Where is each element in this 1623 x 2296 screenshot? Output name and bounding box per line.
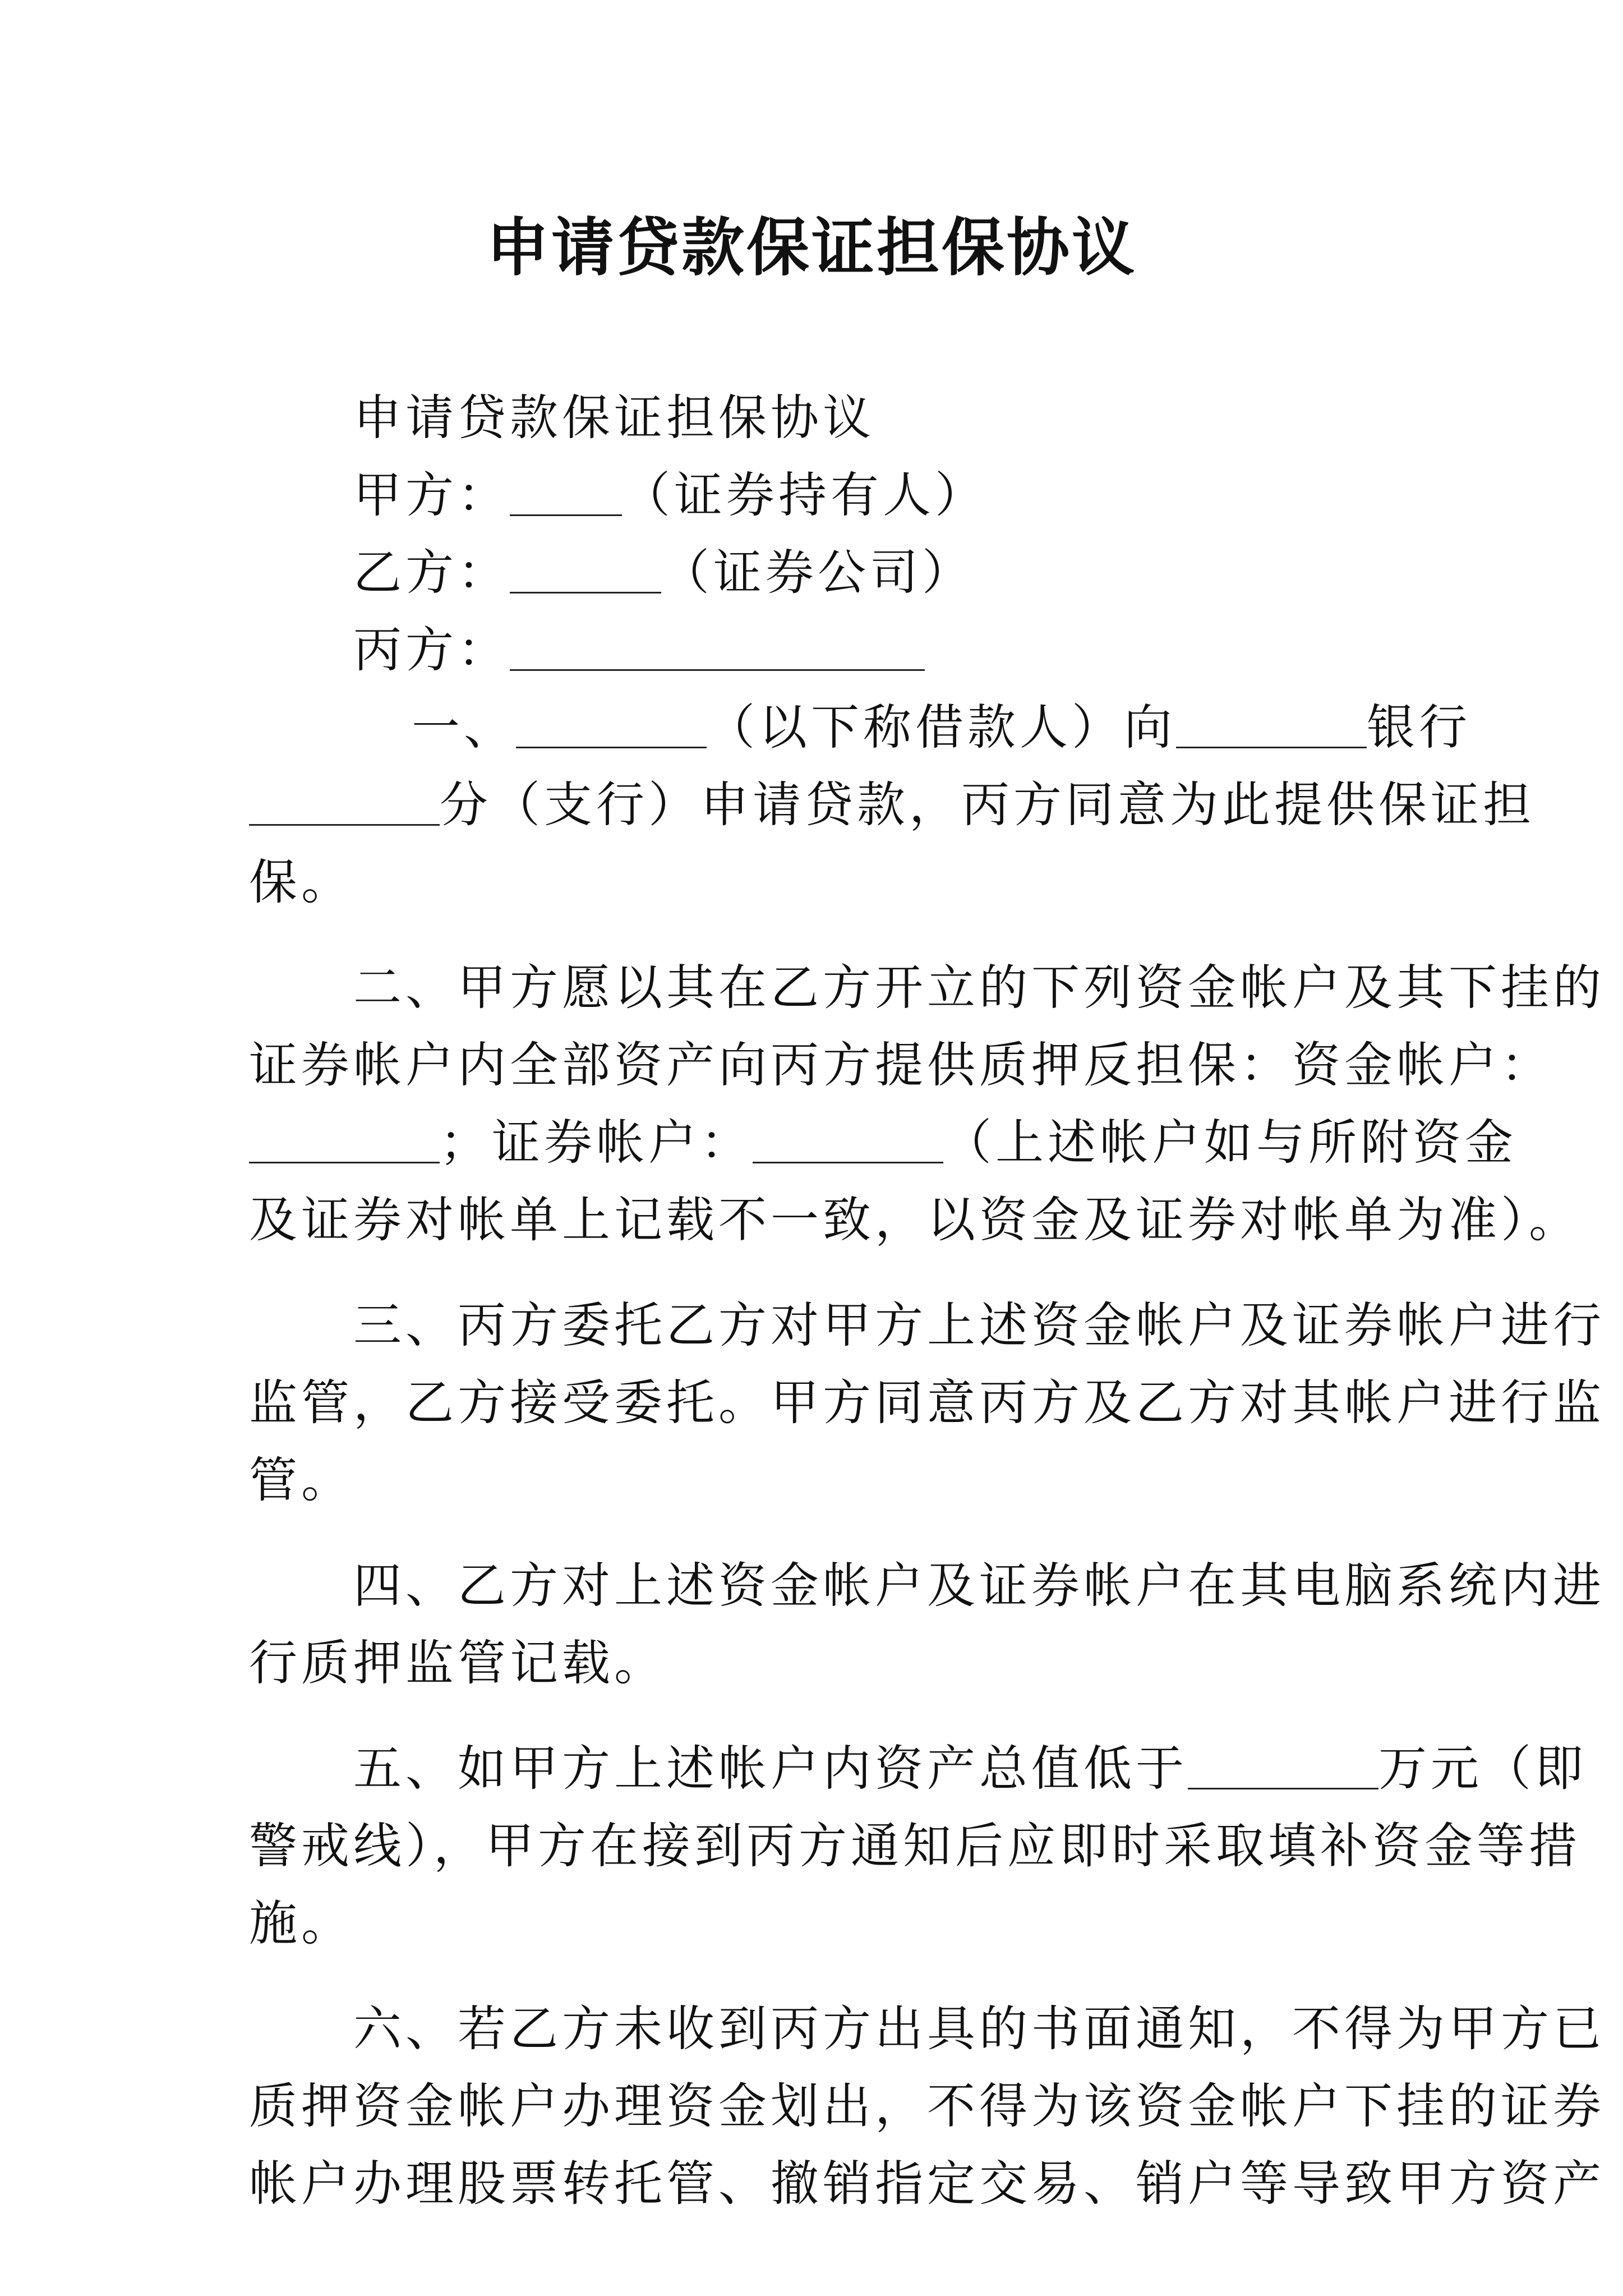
clause-2-line xyxy=(249,1104,1517,1181)
clause-2-text: ；证券帐户： xyxy=(440,1115,753,1171)
clause-4 xyxy=(249,1547,1605,1702)
clause-5-text: 五、如甲方上述帐户内资产总值低于 xyxy=(353,1741,1188,1797)
clause-2-text: （上述帐户如与所附资金 xyxy=(943,1115,1517,1171)
party-c-label: 丙方： xyxy=(353,622,510,678)
party-b-line xyxy=(249,534,1404,611)
clause-5-line xyxy=(249,1730,1587,1807)
party-a-line xyxy=(249,457,1404,534)
clause-1-text: （以下称借款人）向 xyxy=(707,700,1176,756)
clause-1-text: 分（支行）申请贷款，丙方同意为此提供保证担 xyxy=(440,777,1535,833)
clause-3-line: 管。 xyxy=(249,1452,353,1508)
clause-1-number: 一、 xyxy=(412,700,516,756)
clause-1-bank-label: 银行 xyxy=(1367,700,1471,756)
clause-3 xyxy=(249,1287,1605,1519)
paragraph-gap xyxy=(249,921,1404,949)
clause-2-line: 二、甲方愿以其在乙方开立的下列资金帐户及其下挂的 xyxy=(353,960,1605,1016)
clause-1-line xyxy=(249,766,1535,844)
party-a-label: 甲方： xyxy=(353,467,510,523)
clause-3-line: 三、丙方委托乙方对甲方上述资金帐户及证券帐户进行 xyxy=(353,1297,1605,1354)
party-b-label: 乙方： xyxy=(353,545,510,601)
paragraph-gap xyxy=(249,1259,1404,1287)
party-a-suffix: （证券持有人） xyxy=(622,467,987,523)
clause-6-line: 六、若乙方未收到丙方出具的书面通知，不得为甲方已 xyxy=(353,2001,1605,2057)
clause-5-line: 警戒线），甲方在接到丙方通知后应即时采取填补资金等措 xyxy=(249,1818,1581,1874)
party-b-blank xyxy=(510,553,661,593)
clause-1-line xyxy=(249,689,1471,766)
party-b-suffix: （证券公司） xyxy=(661,545,974,601)
borrower-blank xyxy=(516,707,707,748)
paragraph-gap xyxy=(249,1519,1404,1547)
document-body xyxy=(249,379,1605,2223)
party-c-blank xyxy=(510,630,925,671)
clause-6-line: 质押资金帐户办理资金划出，不得为该资金帐户下挂的证券 xyxy=(249,2078,1605,2134)
clause-1-line: 保。 xyxy=(249,854,353,910)
bank-blank xyxy=(1176,707,1367,748)
clause-5-text: 万元（即 xyxy=(1378,1741,1587,1797)
fund-account-blank xyxy=(249,1122,440,1163)
clause-2 xyxy=(249,949,1605,1259)
clause-3-line: 监管，乙方接受委托。甲方同意丙方及乙方对其帐户进行监 xyxy=(249,1375,1605,1431)
warning-amount-blank xyxy=(1188,1749,1378,1789)
securities-account-blank xyxy=(753,1122,943,1163)
header-line: 申请贷款保证担保协议 xyxy=(353,390,875,446)
document-title: 申请贷款保证担保协议 xyxy=(486,211,1137,284)
clause-5 xyxy=(249,1730,1587,1962)
paragraph-gap xyxy=(249,1962,1404,1990)
clause-4-line: 四、乙方对上述资金帐户及证券帐户在其电脑系统内进 xyxy=(353,1558,1605,1614)
clause-6 xyxy=(249,1990,1605,2223)
clause-6-line: 帐户办理股票转托管、撤销指定交易、销户等导致甲方资产 xyxy=(249,2156,1605,2212)
clause-2-line: 及证券对帐单上记载不一致，以资金及证券对帐单为准）。 xyxy=(249,1192,1581,1248)
party-a-blank xyxy=(510,475,622,516)
paragraph-gap xyxy=(249,1702,1404,1730)
branch-blank xyxy=(249,785,440,826)
clause-2-line: 证券帐户内全部资产向丙方提供质押反担保：资金帐户： xyxy=(249,1037,1553,1093)
clause-1 xyxy=(249,689,1535,921)
party-c-line xyxy=(249,611,1404,689)
clause-5-line: 施。 xyxy=(249,1895,353,1952)
clause-4-line: 行质押监管记载。 xyxy=(249,1635,666,1691)
